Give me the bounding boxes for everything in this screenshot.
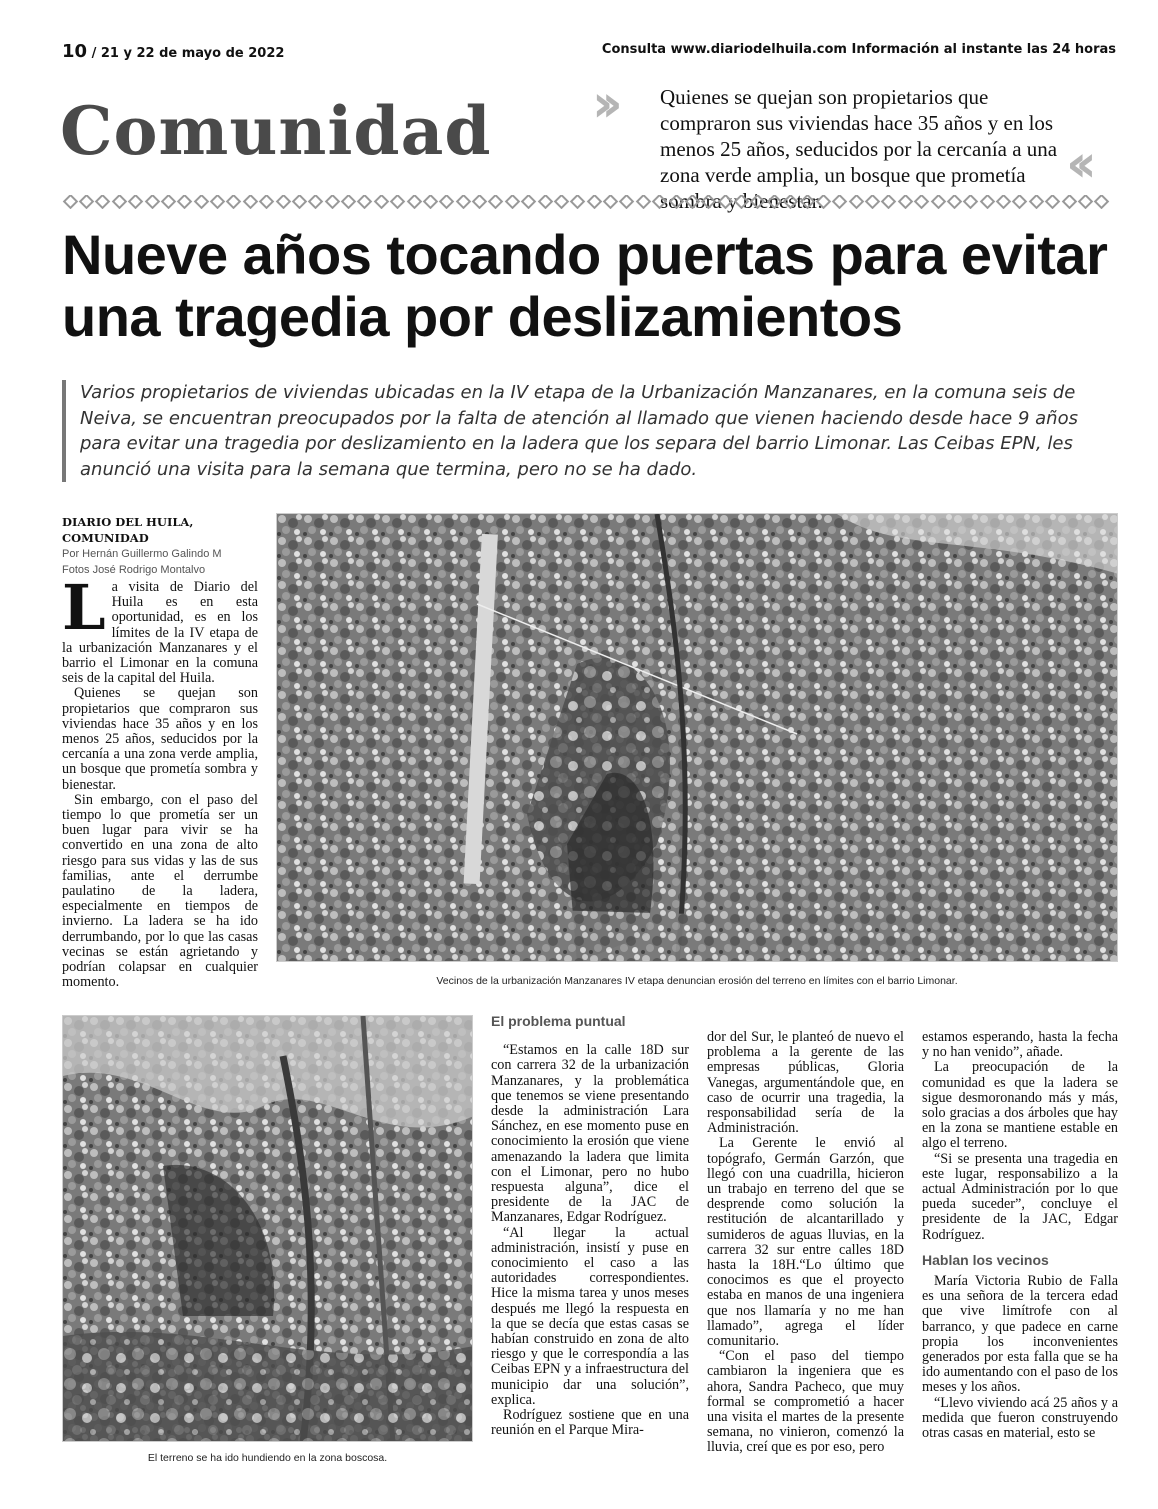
- divider-diamond: [668, 195, 684, 209]
- headline: Nueve años tocando puertas para evitar una tragedia por deslizamientos: [62, 223, 1108, 348]
- divider-diamond: [259, 195, 275, 209]
- divider-diamond: [308, 195, 324, 209]
- divider-diamond: [1061, 195, 1077, 209]
- decorative-divider: [62, 195, 1116, 209]
- forest-slope-photo: [276, 513, 1118, 962]
- divider-diamond: [586, 195, 602, 209]
- divider-diamond: [1094, 195, 1110, 209]
- byline-photos: Fotos José Rodrigo Montalvo: [62, 564, 206, 576]
- divider-diamond: [505, 195, 521, 209]
- paragraph: Rodríguez sostiene que en una reunión en el Parque Mira-: [491, 1407, 689, 1439]
- section-title: Comunidad: [60, 92, 492, 170]
- divider-diamond: [914, 195, 930, 209]
- divider-diamond: [357, 195, 373, 209]
- divider-diamond: [1078, 195, 1094, 209]
- divider-diamond: [652, 195, 668, 209]
- page-number: 10: [62, 41, 88, 62]
- divider-diamond: [193, 195, 209, 209]
- paragraph: estamos esperando, hasta la fecha y no han venido”, añade.: [922, 1029, 1118, 1061]
- article-column-4: [922, 1030, 1118, 1441]
- pull-quote: Quienes se quejan son propietarios que compraron sus viviendas hace 35 años y en los menos 25 años, seducidos por la cercanía a una zona verde amplia, un bosque que prometía sombra y bienestar.: [660, 85, 1058, 213]
- paragraph: Sin embargo, con el paso del tiempo lo que prometía ser un buen lugar para vivir se ha convertido en una zona de alto riesgo para sus vidas y las de sus familias, ante el derrumbe paulatino de la ladera, especialmente en tiempos de invierno. La ladera se ha ido derrumbando, por lo que las casas vecinas se están agrietando y podrían colapsar en cualquier momento.: [62, 791, 258, 991]
- photo-caption: El terreno se ha ido hundiendo en la zona boscosa.: [147, 1452, 388, 1464]
- divider-diamond: [1029, 195, 1045, 209]
- divider-diamond: [717, 195, 733, 209]
- divider-diamond: [177, 195, 193, 209]
- paragraph: La preocupación de la comunidad es que la ladera se sigue desmoronando más y más, solo gracias a dos árboles que hay en la zona se mantiene estable en algo el terreno.: [922, 1059, 1118, 1152]
- divider-diamond: [783, 195, 799, 209]
- divider-diamond: [570, 195, 586, 209]
- divider-diamond: [390, 195, 406, 209]
- divider-diamond: [243, 195, 259, 209]
- divider-diamond: [963, 195, 979, 209]
- divider-diamond: [750, 195, 766, 209]
- header-tagline: Consulta www.diariodelhuila.com Información al instante las 24 horas: [601, 42, 1116, 57]
- divider-diamond: [226, 195, 242, 209]
- divider-diamond: [210, 195, 226, 209]
- byline-outlet-name: DIARIO DEL HUILA,: [62, 515, 194, 529]
- divider-diamond: [521, 195, 537, 209]
- byline-outlet: [62, 514, 193, 546]
- divider-diamond: [848, 195, 864, 209]
- divider-diamond: [734, 195, 750, 209]
- divider-diamond: [423, 195, 439, 209]
- divider-diamond: [554, 195, 570, 209]
- divider-diamond: [979, 195, 995, 209]
- paragraph: “Con el paso del tiempo cambiaron la ingeniera que es ahora, Sandra Pacheco, que muy formal se comprometió a hacer una visita el martes de la presente semana, no vinieron, comenzó la lluvia, creí que es por eso, pero: [707, 1348, 904, 1456]
- divider-diamond: [161, 195, 177, 209]
- divider-diamond: [881, 195, 897, 209]
- sinking-terrain-photo-graphic: [63, 1016, 473, 1442]
- divider-diamond: [439, 195, 455, 209]
- divider-diamond: [816, 195, 832, 209]
- byline-author: Por Hernán Guillermo Galindo M: [62, 548, 222, 560]
- divider-diamond: [1045, 195, 1061, 209]
- subheading: Hablan los vecinos: [922, 1251, 1049, 1268]
- article-column-3: [707, 1030, 904, 1456]
- divider-diamond: [374, 195, 390, 209]
- divider-diamond: [537, 195, 553, 209]
- divider-diamond: [95, 195, 111, 209]
- divider-diamond: [619, 195, 635, 209]
- paragraph: Quienes se quejan son propietarios que compraron sus viviendas hace 35 años y en los menos 25 años, seducidos por la cercanía a una zona verde amplia, un bosque que prometía sombra y bienestar.: [62, 685, 258, 793]
- folio: [62, 41, 284, 62]
- lead-paragraph: Varios propietarios de viviendas ubicadas en la IV etapa de la Urbanización Manzanares, en la comuna seis de Neiva, se encuentran preocupados por la falta de atención al llamado que vienen haciendo desde hace 9 años para evitar una tragedia por deslizamiento en la ladera que los separa del barrio Limonar. Las Ceibas EPN, les anunció una visita para la semana que termina, pero no se ha dado.: [62, 380, 1112, 482]
- paragraph: [62, 571, 258, 687]
- divider-diamond: [1012, 195, 1028, 209]
- open-quote-chevron-icon: ››: [592, 74, 611, 134]
- divider-diamond: [128, 195, 144, 209]
- divider-diamond: [472, 195, 488, 209]
- divider-diamond: [488, 195, 504, 209]
- divider-diamond: [767, 195, 783, 209]
- sinking-terrain-photo: [62, 1015, 473, 1442]
- divider-diamond: [112, 195, 128, 209]
- byline-section: COMUNIDAD: [62, 531, 149, 545]
- divider-diamond: [636, 195, 652, 209]
- divider-diamond: [832, 195, 848, 209]
- article-column-2: [491, 1014, 689, 1438]
- divider-diamond: [947, 195, 963, 209]
- divider-diamond: [898, 195, 914, 209]
- divider-diamond: [79, 195, 95, 209]
- forest-slope-photo-graphic: [277, 514, 1118, 962]
- divider-diamond: [341, 195, 357, 209]
- paragraph: “Estamos en la calle 18D sur con carrera 32 de la urbanización Manzanares, y la problemática que tenemos se viene presentando desde la administración Lara Sánchez, en ese momento puse en conocimiento la erosión que viene amenazando la ladera que limita con el Limonar, pero no hubo respuesta alguna”, dice el presidente de la JAC de Manzanares, Edgar Rodríguez.: [491, 1042, 689, 1226]
- paragraph: “Llevo viviendo acá 25 años y a medida que fueron construyendo otras casas en material, esto se: [922, 1394, 1118, 1442]
- drop-cap: L: [62, 571, 106, 644]
- article-column-1: [62, 571, 258, 991]
- photo-caption: Vecinos de la urbanización Manzanares IV etapa denuncian erosión del terreno en límites con el barrio Limonar.: [436, 975, 958, 987]
- divider-diamond: [701, 195, 717, 209]
- paragraph: dor del Sur, le planteó de nuevo el problema a la gerente de las empresas públicas, Gloria Vanegas, argumentándole que, en caso de ocurrir una tragedia, la responsabilidad sería de la Administración.: [707, 1029, 904, 1137]
- paragraph: “Si se presenta una tragedia en este lugar, responsabilizo a la actual Administración por lo que pueda suceder”, concluye el presidente de la JAC, Edgar Rodríguez.: [922, 1150, 1118, 1243]
- paragraph: María Victoria Rubio de Falla es una señora de la tercera edad que vive limítrofe con al barranco, y que padece en carne propia los inconvenientes generados por esta falla que se ha ido aumentando con el paso de los meses y los años.: [922, 1273, 1118, 1396]
- paragraph: “Al llegar la actual administración, insistí y puse en conocimiento el caso a las autoridades correspondientes. Hice la misma tarea y unos meses después me llegó la respuesta en la que se decía que estas casas se habían construido en zona de alto riesgo y que le correspondía a las Ceibas EPN y a infraestructura del municipio dar una solución”, explica.: [491, 1224, 689, 1408]
- divider-diamond: [799, 195, 815, 209]
- divider-diamond: [62, 195, 78, 209]
- divider-diamond: [603, 195, 619, 209]
- subheading: El problema puntual: [491, 1013, 626, 1029]
- divider-diamond: [996, 195, 1012, 209]
- close-quote-chevron-icon: ‹‹: [1066, 134, 1085, 194]
- divider-diamond: [324, 195, 340, 209]
- divider-diamond: [275, 195, 291, 209]
- divider-diamond: [930, 195, 946, 209]
- paragraph: La Gerente le envió al topógrafo, Germán Garzón, que llegó con una cuadrilla, hicieron un trabajo en terreno del que se desprende como solución la restitución de alcantarillado y sumideros de aguas lluvias, en la carrera 32 sur entre calles 18D hasta la 18H.“Lo último que conocimos es que el proyecto estaba en manos de una ingeniera que nos llamaría y no me han llamado”, agrega el líder comunitario.: [707, 1135, 904, 1350]
- divider-diamond: [292, 195, 308, 209]
- divider-diamond: [144, 195, 160, 209]
- divider-diamond: [406, 195, 422, 209]
- divider-diamond: [455, 195, 471, 209]
- divider-diamond: [685, 195, 701, 209]
- paragraph-text: a visita de Diario del Huila es en esta oportunidad, es en los límites de la IV etapa de la urbanización Manzanares y el barrio el Limonar en la comuna seis de la capital del Huila.: [62, 579, 258, 687]
- divider-diamond: [865, 195, 881, 209]
- issue-date: / 21 y 22 de mayo de 2022: [91, 46, 285, 61]
